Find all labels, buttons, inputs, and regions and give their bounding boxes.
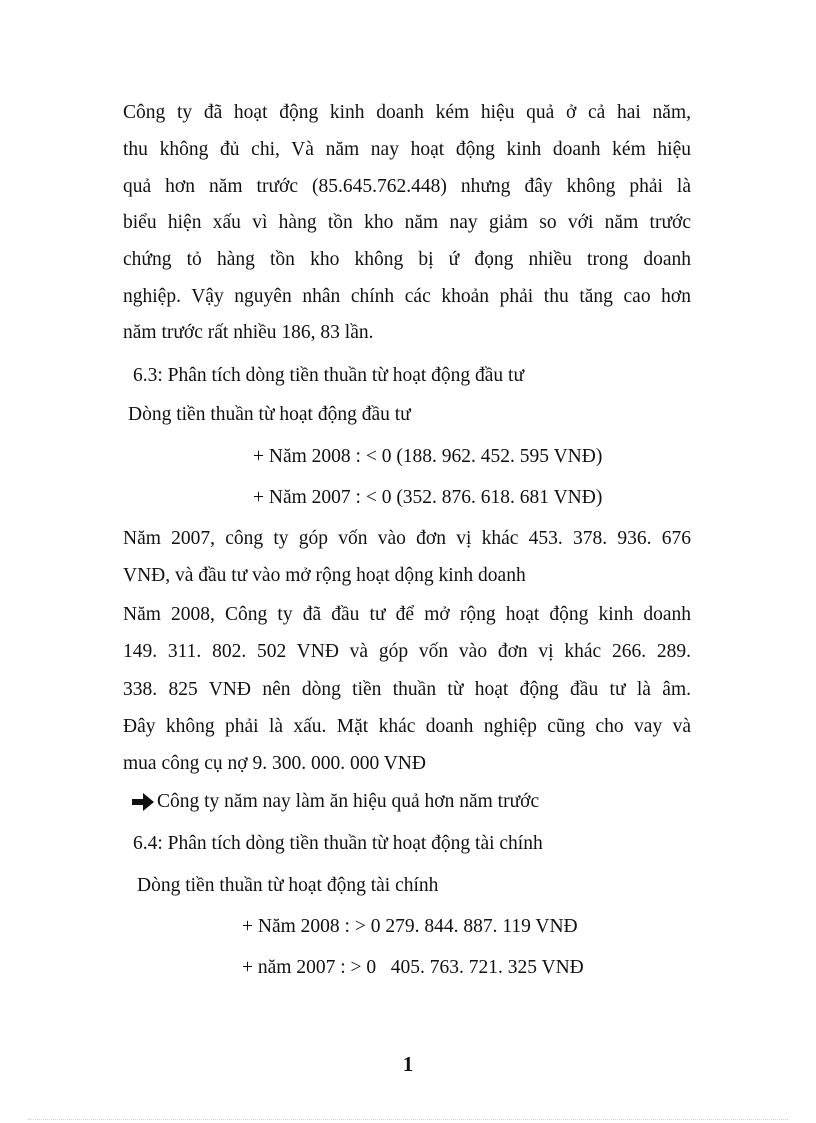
paragraph-line: nghiệp. Vậy nguyên nhân chính các khoản phải thu tăng cao hơn [123, 286, 691, 307]
footer-divider [28, 1119, 788, 1120]
section-heading: 6.3: Phân tích dòng tiền thuần từ hoạt động đầu tư [133, 365, 525, 386]
paragraph-line: mua công cụ nợ 9. 300. 000. 000 VNĐ [123, 753, 426, 774]
paragraph-line: năm trước rất nhiều 186, 83 lần. [123, 322, 374, 343]
paragraph-line: quả hơn năm trước (85.645.762.448) nhưng đây không phải là [123, 176, 691, 197]
paragraph-line: Công ty đã hoạt động kinh doanh kém hiệu quả ở cả hai năm, [123, 102, 691, 123]
right-arrow-icon [132, 793, 154, 811]
paragraph-line: chứng tỏ hàng tồn kho không bị ứ đọng nhiều trong doanh [123, 249, 691, 270]
paragraph-line: biểu hiện xấu vì hàng tồn kho năm nay giảm so với năm trước [123, 212, 691, 233]
list-item: + Năm 2008 : < 0 (188. 962. 452. 595 VNĐ) [253, 446, 603, 467]
conclusion-line [132, 792, 539, 812]
list-item: + Năm 2007 : < 0 (352. 876. 618. 681 VNĐ) [253, 487, 603, 508]
paragraph-line: thu không đủ chi, Và năm nay hoạt động kinh doanh kém hiệu [123, 139, 691, 160]
section-subheading: Dòng tiền thuần từ hoạt động đầu tư [128, 404, 411, 425]
conclusion-text: Công ty năm nay làm ăn hiệu quả hơn năm trước [157, 791, 540, 812]
paragraph-line: 149. 311. 802. 502 VNĐ và góp vốn vào đơn vị khác 266. 289. [123, 641, 691, 662]
paragraph-line: 338. 825 VNĐ nên dòng tiền thuần từ hoạt động đầu tư là âm. [123, 679, 691, 700]
section-subheading: Dòng tiền thuần từ hoạt động tài chính [137, 875, 439, 896]
section-heading: 6.4: Phân tích dòng tiền thuần từ hoạt động tài chính [133, 833, 543, 854]
paragraph-line: Năm 2007, công ty góp vốn vào đơn vị khác 453. 378. 936. 676 [123, 528, 691, 549]
list-item: + Năm 2008 : > 0 279. 844. 887. 119 VNĐ [242, 916, 578, 937]
paragraph-line: VNĐ, và đầu tư vào mở rộng hoạt dộng kinh doanh [123, 565, 526, 586]
paragraph-line: Năm 2008, Công ty đã đầu tư để mở rộng hoạt động kinh doanh [123, 604, 691, 625]
list-item: + năm 2007 : > 0 405. 763. 721. 325 VNĐ [242, 957, 584, 978]
page-number: 1 [402, 1052, 414, 1076]
paragraph-line: Đây không phải là xấu. Mặt khác doanh nghiệp cũng cho vay và [123, 716, 691, 737]
